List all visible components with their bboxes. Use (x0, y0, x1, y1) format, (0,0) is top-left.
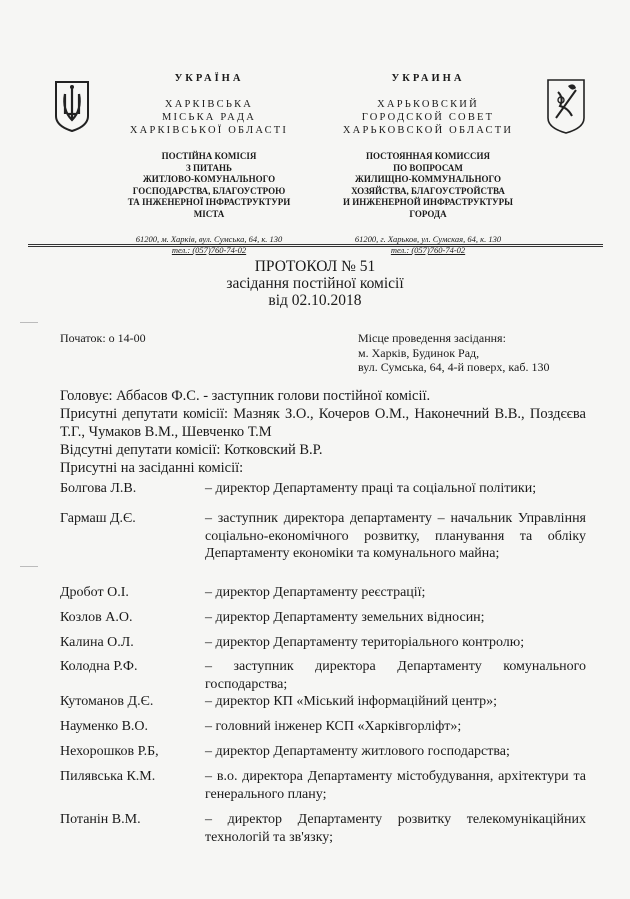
attendee-role: – директор Департаменту територіального контролю; (205, 635, 525, 650)
council-line: МІСЬКА РАДА (161, 112, 257, 123)
attendee-row (60, 584, 586, 602)
attendee-name: Потанін В.М. (60, 812, 141, 827)
address-line: 61200, г. Харьков, ул. Сумская, 64, к. 130 (354, 234, 502, 244)
venue-line: м. Харків, Будинок Рад, (358, 345, 480, 360)
council-line: ХАРКІВСЬКОЇ ОБЛАСТІ (129, 125, 289, 136)
protocol-date: від 02.10.2018 (268, 292, 362, 309)
attendee-name: Гармаш Д.Є. (60, 511, 136, 526)
commission-name-ua (104, 151, 314, 220)
address-ru (322, 234, 534, 256)
present-deputies: Присутні депутати комісії: Мазняк З.О., Кочеров О.М., Наконечний В.В., Поздєєва Т.Г., Чумаков В.М., Шевченко Т.М (60, 406, 586, 440)
protocol-number: ПРОТОКОЛ № 51 (254, 258, 376, 275)
attendees-heading: Присутні на засіданні комісії: (60, 460, 244, 476)
attendee-row (60, 693, 586, 711)
attendee-row (60, 768, 586, 803)
council-name-ru (322, 98, 534, 137)
attendee-role: – в.о. директора Департаменту містобудування, архітектури та генерального плану; (205, 769, 586, 802)
attendee-role: – заступник директора Департаменту комунального господарства; (205, 659, 586, 692)
attendee-name: Кутоманов Д.Є. (60, 694, 154, 709)
commission-line: ПО ВОПРОСАМ (393, 162, 463, 173)
attendee-role: – директор Департаменту житлового господарства; (205, 744, 510, 759)
attendee-name: Козлов А.О. (60, 610, 133, 625)
attendee-role: – головний інженер КСП «Харківгорліфт»; (205, 719, 462, 734)
country-name-ua: УКРАЇНА (174, 73, 244, 84)
absent-deputies: Відсутні депутати комісії: Котковский В.Р. (60, 442, 323, 458)
attendee-role: – директор Департаменту реєстрації; (205, 585, 426, 600)
commission-line: ГОРОДА (409, 208, 447, 219)
chair-line: Головує: Аббасов Ф.С. - заступник голови постійної комісії. (60, 388, 431, 404)
commission-line: ТА ІНЖЕНЕРНОЇ ІНФРАСТРУКТУРИ (127, 197, 291, 207)
attendee-row (60, 480, 586, 498)
attendee-row (60, 811, 586, 846)
attendee-name: Колодна Р.Ф. (60, 659, 138, 674)
commission-line: МІСТА (193, 208, 225, 219)
header-divider (28, 246, 603, 247)
council-line: ХАРЬКОВСКОЙ ОБЛАСТИ (342, 125, 514, 136)
attendee-row (60, 718, 586, 736)
attendee-row (60, 658, 586, 693)
attendee-row (60, 634, 586, 652)
commission-line: ЖИТЛОВО-КОМУНАЛЬНОГО (142, 174, 276, 184)
council-line: ГОРОДСКОЙ СОВЕТ (361, 112, 495, 123)
attendee-role: – директор Департаменту земельних відносин; (205, 610, 485, 625)
commission-line: ЖИЛИЩНО-КОММУНАЛЬНОГО (354, 174, 502, 184)
header-ukrainian (104, 73, 314, 256)
attendee-row (60, 609, 586, 627)
attendee-name: Нехорошков Р.Б, (60, 744, 159, 759)
protocol-subtitle: засідання постійної комісії (226, 275, 404, 292)
commission-line: ПОСТОЯННАЯ КОМИССИЯ (365, 151, 491, 161)
protocol-title (0, 258, 630, 309)
commission-line: И ИНЖЕНЕРНОЙ ИНФРАСТРУКТУРЫ (343, 197, 513, 207)
scan-margin-mark (20, 566, 38, 567)
meeting-start-time: Початок: о 14-00 (60, 331, 146, 345)
phone-line: тел.: (057)760-74-02 (171, 245, 247, 255)
attendee-role: – директор КП «Міський інформаційний центр»; (205, 694, 497, 709)
attendee-name: Болгова Л.В. (60, 481, 137, 496)
council-line: ХАРЬКОВСКИЙ (377, 99, 479, 110)
attendee-row (60, 510, 586, 563)
attendee-name: Калина О.Л. (60, 635, 134, 650)
meeting-venue (358, 331, 549, 375)
country-name-ru: УКРАИНА (391, 73, 465, 84)
commission-line: ХОЗЯЙСТВА, БЛАГОУСТРОЙСТВА (351, 185, 505, 196)
venue-line: вул. Сумська, 64, 4-й поверх, каб. 130 (358, 360, 550, 374)
kharkiv-city-emblem (546, 78, 586, 134)
attendee-role: – директор Департаменту розвитку телекомунікаційних технологій та зв'язку; (205, 812, 586, 845)
attendee-name: Науменко В.О. (60, 719, 149, 734)
commission-line: ПОСТІЙНА КОМІСІЯ (161, 151, 257, 161)
commission-name-ru (322, 151, 534, 220)
address-ua (104, 234, 314, 256)
header-divider (28, 244, 603, 245)
header-russian (322, 73, 534, 256)
attendee-name: Пилявська К.М. (60, 769, 156, 784)
attendee-role: – директор Департаменту праці та соціальної політики; (205, 481, 537, 496)
council-line: ХАРКІВСЬКА (164, 99, 254, 110)
attendee-role: – заступник директора департаменту – начальник Управління соціально-економічного розвитку, планування та обліку Департаменту економіки та комунального майна; (205, 511, 586, 561)
attendee-row (60, 743, 586, 761)
protocol-body (60, 387, 586, 477)
ukraine-trident-emblem (54, 80, 90, 132)
phone-line: тел.: (057)760-74-02 (390, 245, 466, 255)
commission-line: ГОСПОДАРСТВА, БЛАГОУСТРОЮ (132, 185, 286, 196)
attendee-name: Дробот О.І. (60, 585, 129, 600)
venue-line: Місце проведення засідання: (358, 331, 506, 345)
address-line: 61200, м. Харків, вул. Сумська, 64, к. 130 (135, 234, 283, 244)
scan-margin-mark (20, 322, 38, 323)
council-name-ua (104, 98, 314, 137)
commission-line: З ПИТАНЬ (185, 162, 232, 173)
